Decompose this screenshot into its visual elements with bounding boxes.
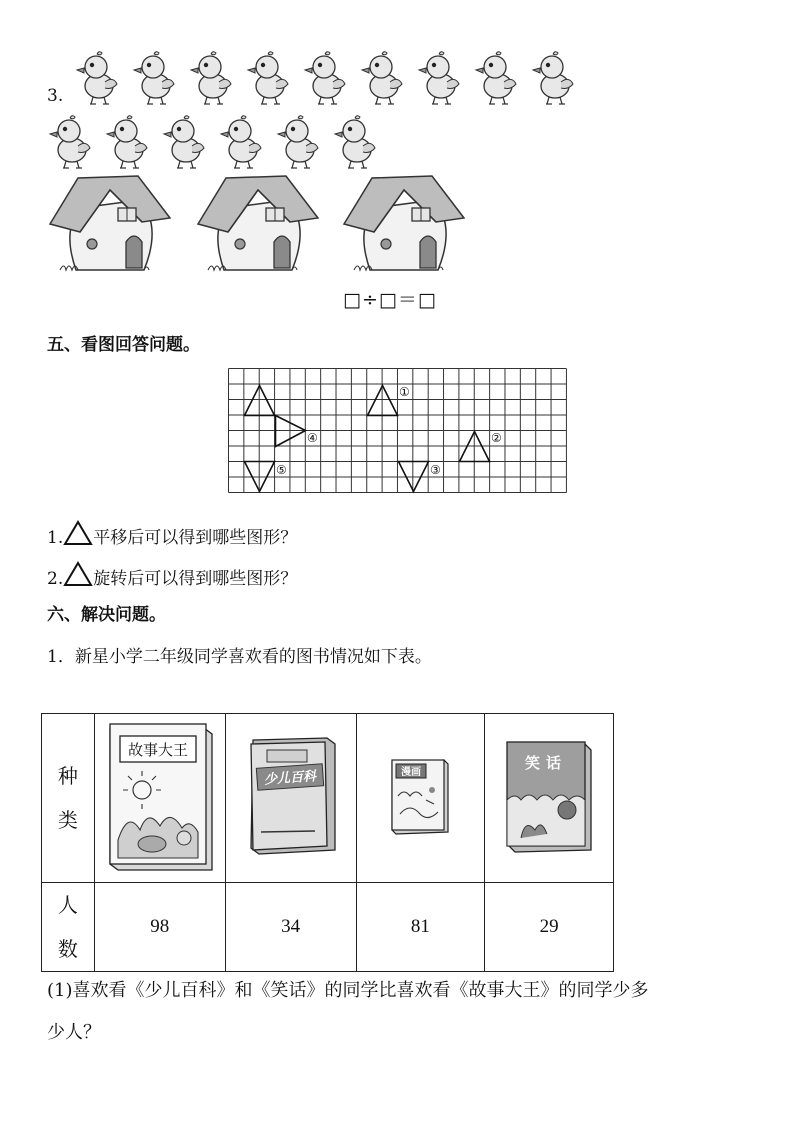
problem-1-text: 1．新星小学二年级同学喜欢看的图书情况如下表。: [47, 647, 432, 667]
comic-cover-text: 漫画: [401, 767, 422, 778]
question-5-1: [47, 520, 297, 548]
chick-icon: [335, 116, 375, 168]
label-4: ④: [307, 431, 318, 445]
shape-grid: [228, 368, 570, 496]
chick-icon: [50, 116, 90, 168]
chick-icon: [107, 116, 147, 168]
q1-text: 平移后可以得到哪些图形？: [93, 528, 298, 548]
encyclopedia-cover-text: 少儿百科: [263, 769, 317, 788]
count-jokes: 29: [485, 883, 614, 972]
count-header-char-1: 人: [57, 893, 78, 917]
count-comic: 81: [356, 883, 485, 972]
chick-icon: [533, 52, 573, 104]
book-cell-3: [356, 714, 485, 883]
label-3: ③: [430, 463, 441, 477]
count-story-king: 98: [94, 883, 225, 972]
label-2: ②: [491, 431, 502, 445]
type-header-char-1: 种: [57, 764, 78, 788]
story-king-cover-text: 故事大王: [127, 741, 188, 759]
division-formula: □÷□＝□: [343, 289, 437, 311]
question-number-3: 3.: [47, 86, 64, 106]
q2-prefix: 2.: [47, 569, 64, 589]
chick-icon: [164, 116, 204, 168]
chick-icon: [305, 52, 345, 104]
book-cell-1: [94, 714, 225, 883]
chick-row-1: [75, 48, 590, 108]
comic-book-icon: [388, 756, 452, 836]
count-header-char-2: 数: [57, 937, 78, 961]
house-icon: [50, 176, 170, 270]
house-icon: [344, 176, 464, 270]
chick-row-2: [48, 112, 393, 172]
chick-icon: [134, 52, 174, 104]
chick-icon: [77, 52, 117, 104]
chick-icon: [221, 116, 261, 168]
chick-icon: [191, 52, 231, 104]
triangle-icon: [63, 561, 93, 587]
type-header-cell: [42, 714, 95, 883]
chick-icon: [248, 52, 288, 104]
book-cell-4: [485, 714, 614, 883]
jokes-cover-text: 笑话: [525, 754, 568, 772]
section-5-heading: 五、看图回答问题。: [47, 335, 200, 355]
book-cell-2: [225, 714, 356, 883]
book-table: [41, 713, 614, 972]
question-1-line-1: (1)喜欢看《少儿百科》和《笑话》的同学比喜欢看《故事大王》的同学少多: [47, 980, 649, 1001]
story-king-book-icon: [104, 720, 216, 872]
count-encyclopedia: 34: [225, 883, 356, 972]
encyclopedia-book-icon: [243, 734, 339, 858]
section-6-heading: 六、解决问题。: [47, 605, 166, 625]
question-5-2: [47, 561, 297, 589]
jokes-book-icon: [503, 738, 595, 854]
triangle-icon: [63, 520, 93, 546]
label-1: ①: [399, 385, 410, 399]
chick-icon: [278, 116, 318, 168]
question-1-line-2: 少人？: [47, 1022, 101, 1043]
type-header-char-2: 类: [57, 808, 78, 832]
chick-icon: [476, 52, 516, 104]
chick-icon: [362, 52, 402, 104]
chick-icon: [419, 52, 459, 104]
house-icon: [198, 176, 318, 270]
q1-prefix: 1.: [47, 528, 64, 548]
count-header-cell: [42, 883, 95, 972]
label-5: ⑤: [276, 463, 287, 477]
house-row: [46, 172, 471, 278]
q2-text: 旋转后可以得到哪些图形？: [93, 569, 298, 589]
